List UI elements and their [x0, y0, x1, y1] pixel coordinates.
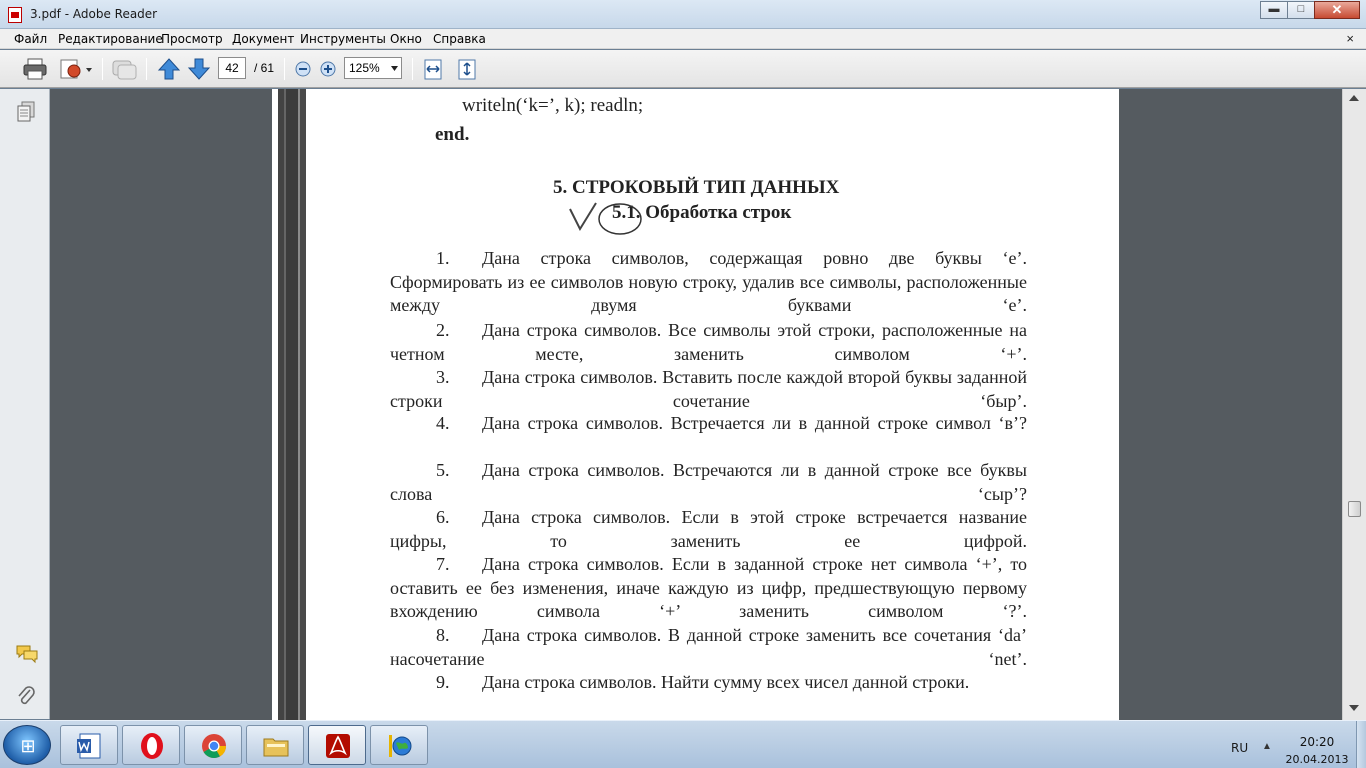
- menu-tools[interactable]: Инструменты: [300, 32, 386, 46]
- print-button[interactable]: [22, 57, 48, 81]
- exercise-text: Дана строка символов. Все символы этой строки, расположенные на четном месте, заменить символом ‘+’.: [390, 320, 1027, 364]
- title-bar: [0, 0, 1366, 29]
- comments-button[interactable]: [16, 644, 36, 664]
- arrow-up-icon: [157, 57, 181, 81]
- chrome-icon: [200, 732, 228, 760]
- minimize-icon: ▬: [1268, 3, 1280, 15]
- navigation-pane: [0, 89, 50, 719]
- toolbar-separator: [146, 58, 147, 80]
- taskbar: [0, 720, 1366, 768]
- comments-icon: [16, 644, 38, 664]
- exercise-item: [390, 247, 1027, 318]
- exercise-number: 2.: [436, 320, 450, 340]
- exercise-item: [390, 366, 1027, 413]
- zoom-out-button[interactable]: [294, 57, 312, 81]
- windows-logo-icon: ⊞: [20, 736, 36, 756]
- exercise-item: [390, 319, 1027, 366]
- window-title: 3.pdf - Adobe Reader: [30, 7, 158, 21]
- menu-view[interactable]: Просмотр: [161, 32, 223, 46]
- toolbar-separator: [412, 58, 413, 80]
- taskbar-chrome[interactable]: [184, 725, 242, 765]
- exercise-text: Дана строка символов. Если в заданной строке нет символа ‘+’, то оставить ее без изменения, иначе каждую из цифр, предшествующую первому вхождению символа ‘+’ заменить символом ‘?’.: [390, 554, 1027, 621]
- menu-help[interactable]: Справка: [433, 32, 486, 46]
- page-total: / 61: [254, 61, 275, 75]
- close-button[interactable]: [1314, 1, 1360, 19]
- exercise-item: [390, 506, 1027, 553]
- window-controls: [1261, 1, 1360, 19]
- toolbar-separator: [284, 58, 285, 80]
- menu-file[interactable]: Файл: [14, 32, 48, 46]
- subsection-title: 5.1. Обработка строк: [612, 202, 792, 223]
- pen-mark-icon: [568, 197, 648, 239]
- comment-disabled-icon: [110, 57, 138, 81]
- exercise-number: 3.: [436, 367, 450, 387]
- share-icon: [58, 57, 94, 81]
- pdf-app-icon: [8, 7, 22, 23]
- menu-edit[interactable]: Редактирование: [58, 32, 163, 46]
- opera-icon: [138, 732, 166, 760]
- taskbar-word[interactable]: [60, 725, 118, 765]
- scroll-thumb[interactable]: [1348, 501, 1361, 517]
- exercise-number: 6.: [436, 507, 450, 527]
- minimize-button[interactable]: [1260, 1, 1288, 19]
- scroll-down-button[interactable]: [1347, 703, 1361, 717]
- exercise-number: 9.: [436, 672, 450, 692]
- exercise-item: [390, 412, 1027, 436]
- taskbar-app[interactable]: [370, 725, 428, 765]
- menu-bar: [0, 29, 1366, 49]
- document-close-icon[interactable]: ×: [1346, 31, 1354, 46]
- section-title: 5. СТРОКОВЫЙ ТИП ДАННЫХ: [553, 177, 840, 198]
- chevron-down-icon: [391, 66, 398, 71]
- paperclip-icon: [16, 685, 36, 707]
- attachments-button[interactable]: [16, 685, 36, 705]
- taskbar-opera[interactable]: [122, 725, 180, 765]
- zoom-select[interactable]: [344, 57, 402, 79]
- zoom-in-icon: [319, 57, 337, 81]
- toolbar: [0, 50, 1366, 88]
- share-button[interactable]: [58, 57, 94, 81]
- exercise-item: [390, 671, 1027, 695]
- exercise-text: Дана строка символов. Встречается ли в данной строке символ ‘в’?: [482, 413, 1027, 433]
- clock-date[interactable]: 20.04.2013: [1285, 753, 1349, 766]
- zoom-in-button[interactable]: [319, 57, 337, 81]
- exercise-text: Дана строка символов. В данной строке заменить все сочетания ‘da’ насочетание ‘net’.: [390, 625, 1027, 669]
- exercise-number: 5.: [436, 460, 450, 480]
- show-hidden-icons-button[interactable]: ▲: [1262, 741, 1272, 752]
- vertical-scrollbar[interactable]: [1342, 89, 1366, 720]
- scan-dark-edge: [278, 89, 306, 720]
- zoom-out-icon: [294, 57, 312, 81]
- exercise-text: Дана строка символов. Вставить после каждой второй буквы заданной строки сочетание ‘быр’.: [390, 367, 1027, 411]
- zoom-value: 125%: [349, 61, 380, 75]
- maximize-icon: □: [1297, 3, 1305, 15]
- pages-button[interactable]: [16, 101, 36, 121]
- fit-page-icon: [456, 57, 478, 81]
- language-indicator[interactable]: RU: [1231, 741, 1249, 755]
- fit-page-button[interactable]: [456, 57, 478, 81]
- previous-page-button[interactable]: [157, 57, 181, 81]
- exercise-text: Дана строка символов. Найти сумму всех чисел данной строки.: [482, 672, 970, 692]
- globe-app-icon: [386, 732, 414, 760]
- clock-time[interactable]: 20:20: [1299, 735, 1335, 749]
- code-line: end.: [435, 124, 470, 145]
- pages-icon: [16, 101, 36, 123]
- exercise-number: 8.: [436, 625, 450, 645]
- maximize-button[interactable]: [1287, 1, 1315, 19]
- exercise-text: Дана строка символов. Если в этой строке встречается название цифры, то заменить ее цифрой.: [390, 507, 1027, 551]
- word-icon: [76, 732, 104, 760]
- arrow-down-icon: [187, 57, 211, 81]
- exercise-item: [390, 553, 1027, 624]
- fit-width-button[interactable]: [422, 57, 444, 81]
- toolbar-separator: [102, 58, 103, 80]
- show-desktop-button[interactable]: [1356, 721, 1366, 768]
- menu-window[interactable]: Окно: [390, 32, 422, 46]
- exercise-item: [390, 459, 1027, 506]
- folder-icon: [262, 732, 290, 760]
- fit-width-icon: [422, 57, 444, 81]
- document-viewport[interactable]: [50, 89, 1342, 720]
- exercise-text: Дана строка символов, содержащая ровно две буквы ‘е’. Сформировать из ее символов новую строку, удалив все символы, расположенные между двумя буквами ‘е’.: [390, 248, 1027, 315]
- exercise-item: [390, 624, 1027, 671]
- exercise-text: Дана строка символов. Встречаются ли в данной строке все буквы слова ‘сыр’?: [390, 460, 1027, 504]
- taskbar-explorer[interactable]: [246, 725, 304, 765]
- comment-tool-button[interactable]: [110, 57, 138, 81]
- taskbar-adobe-reader[interactable]: [308, 725, 366, 765]
- exercise-number: 1.: [436, 248, 450, 268]
- menu-document[interactable]: Документ: [232, 32, 295, 46]
- adobe-reader-icon: [324, 732, 352, 760]
- next-page-button[interactable]: [187, 57, 211, 81]
- scroll-up-arrow-icon: [1347, 93, 1361, 103]
- scroll-down-arrow-icon: [1347, 703, 1361, 713]
- scroll-up-button[interactable]: [1347, 93, 1361, 107]
- code-line: writeln(‘k=’, k); readln;: [462, 95, 644, 116]
- exercise-number: 4.: [436, 413, 450, 433]
- close-icon: ✕: [1331, 2, 1343, 17]
- pdf-page: [272, 89, 1119, 720]
- page-number-input[interactable]: 42: [218, 57, 246, 79]
- printer-icon: [22, 57, 48, 81]
- start-button[interactable]: [3, 725, 51, 765]
- exercise-number: 7.: [436, 554, 450, 574]
